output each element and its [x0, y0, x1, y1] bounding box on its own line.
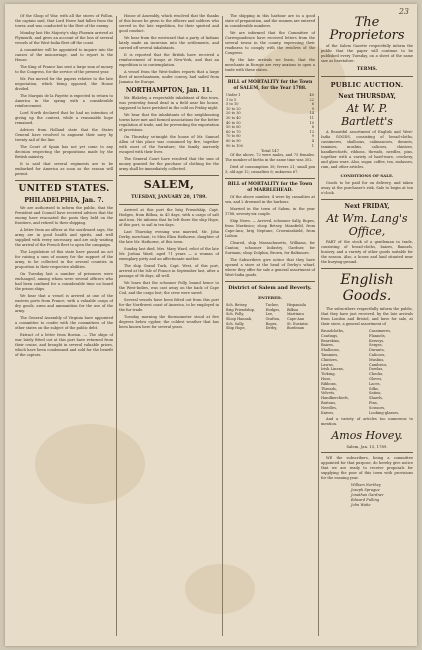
conditions-body: Goods to be paid for on delivery, and taken away at the purchaser's risk. Sale to begin at ten o'clock.: [321, 181, 413, 195]
goods-item: Threads,: [321, 386, 337, 391]
paragraph: Died of consumption 38; fevers 21; small pox 3; old age 12; casualties 6; unknown 67.: [225, 165, 315, 175]
section-heading-salem: SALEM,: [143, 178, 195, 191]
port-of-origin: Cape-Ann: [286, 316, 305, 321]
auction-2-body: PART of the stock of a gentleman in trade, consisting of broad-cloths, baizes, flannels, hosiery, and a variety of other goods suitable for the season. Also, a house and land situated near the burying-ground.: [321, 240, 413, 264]
vessel-name: Sch. Sally,: [226, 321, 245, 326]
goods-item: Lawns,: [321, 362, 334, 367]
port-of-origin: Bilboa: [286, 307, 299, 312]
death-count: 4: [311, 138, 314, 143]
paragraph: The shipping in this harbour are in a good state of preparation, and the seamen are entered in considerable numbers.: [225, 14, 315, 28]
mortality-heading-2: BILL of MORTALITY for the Town of MARBLEHEAD.: [227, 182, 313, 193]
goods-item: Irish Linens,: [321, 367, 344, 372]
master-name: Grafton,: [265, 316, 281, 321]
auction-heading: PUBLIC AUCTION.: [330, 81, 404, 89]
paragraph: Last Thursday evening was married, Mr. John Derby, merchant, to Miss Eliza Hathorne, daughter of the late Mr. Hathorne, of this town.: [119, 230, 219, 244]
paragraph: Arrived at this port the brig Friendship, Capt. Hodges, from Bilboa, in 45 days, with a cargo of salt and iron. He informs that he left there the ship Hope, of this port, to sail in ten days.: [119, 208, 219, 227]
goods-item: Looking-glasses,: [369, 410, 400, 415]
age-range: 20 to 30: [226, 111, 241, 116]
age-range: 30 to 40: [226, 115, 241, 120]
article-domestic-news: [15, 206, 113, 358]
death-count: 8: [311, 125, 314, 130]
death-count: 6: [311, 102, 314, 107]
vessel-name: Sch. Betsey,: [226, 303, 248, 308]
notice-body: of the Salem Gazette respectfully inform the public that the paper will continue to be published every Tuesday, on a sheet of the same size as heretofore.: [321, 44, 413, 63]
signers-list: [321, 483, 413, 508]
goods-item: Handkerchiefs,: [321, 396, 349, 401]
column-1: [15, 14, 113, 638]
vessel-name: Ship Hope,: [226, 326, 246, 331]
terms-heading: TERMS.: [356, 67, 378, 72]
goods-item: Broadcloths,: [321, 329, 345, 333]
goods-item: Velvets,: [321, 391, 336, 396]
paragraph: The General Assembly of Virginia have appointed a committee to confer with the committees of the other states on the subject of the public debt.: [15, 316, 113, 330]
auction-2-where: At Wm. Lang's Office,: [326, 212, 408, 238]
death-count: 22: [309, 97, 314, 102]
goods-outro: And a variety of articles too numerous to mention.: [321, 417, 413, 427]
age-range: 10 to 20: [226, 106, 241, 111]
paragraph: Advices from Holland state that the States General have resolved to augment their navy by twenty sail of the line.: [15, 128, 113, 142]
entered-table: [225, 303, 315, 331]
death-count: 40: [309, 93, 314, 97]
auction-when: Next THURSDAY,: [338, 93, 396, 100]
port-of-origin: Martinico: [286, 312, 305, 317]
entered-row: [225, 317, 315, 322]
death-count: 1: [311, 143, 314, 148]
goods-item: Tammies,: [321, 352, 339, 357]
signer-name: John Waite: [351, 503, 371, 508]
article-news: [119, 14, 219, 85]
english-goods-heading: English Goods.: [340, 272, 394, 304]
mortality-total-label: Total: [261, 148, 271, 154]
auction-2-when: Next FRIDAY,: [344, 203, 390, 210]
goods-item: Ribbons,: [321, 381, 337, 386]
paragraph: It is reported that the British have received a reinforcement of troops at New-York, and that an expedition is in contemplation.: [119, 53, 219, 67]
mortality-notes: [225, 153, 315, 175]
age-range: 60 to 70: [226, 129, 241, 134]
entered-row: [225, 326, 315, 331]
goods-item: Knives,: [321, 410, 335, 415]
goods-item: Muslins,: [369, 357, 385, 362]
death-count: 10: [309, 120, 314, 125]
article-foreign-news: [15, 14, 113, 177]
paragraph: By the late arrivals we learn, that the merchants in Europe are very anxious to open a trade with these states.: [225, 58, 315, 72]
notice-heading: The Proprietors: [329, 15, 405, 43]
column-4: [321, 14, 413, 638]
age-range: 90 to 100: [226, 143, 243, 148]
conditions-heading: CONDITIONS OF SALE.: [340, 173, 394, 178]
goods-item: Baizes,: [321, 343, 334, 348]
paragraph: Several vessels have been fitted out from this port for the Northwest coast of America, to be employed in the fur trade.: [119, 298, 219, 312]
master-name: Lee,: [265, 312, 274, 317]
goods-item: Cambrics,: [369, 362, 388, 367]
paragraph: We are informed that the Committee of Correspondence have received letters from the several towns in the county, expressing their readiness to comply with the resolves of the Congress.: [225, 31, 315, 55]
goods-item: Silks,: [369, 386, 379, 391]
goods-item: Cassimeres,: [369, 329, 392, 333]
article-ship-news: [225, 195, 315, 278]
article-news: [225, 14, 315, 73]
signer-name: Jonathan Gardner: [351, 493, 384, 498]
goods-item: Hose,: [321, 376, 332, 381]
paragraph: A vessel from the West-Indies reports that a large fleet of merchantmen, under convoy, had sailed from Jamaica for Europe.: [119, 70, 219, 84]
goods-item: Checks,: [369, 372, 384, 377]
port-of-origin: St. Eustatia: [286, 321, 308, 326]
entered-heading: ENTERED.: [258, 295, 282, 301]
death-count: 11: [309, 115, 314, 120]
goods-item: Pins,: [369, 400, 378, 405]
column-3: [225, 14, 315, 638]
mortality-table: [225, 93, 315, 148]
death-count: 14: [309, 111, 314, 116]
paragraph: A committee will be appointed to inquire into the causes of the miscarriage, and to report to the House.: [15, 48, 113, 62]
death-count: 9: [311, 134, 314, 139]
mortality-total: 147: [271, 148, 279, 154]
vessel-name: Sloop Hannah,: [226, 316, 253, 321]
mortality-heading: BILL of MORTALITY for the Town of SALEM, for the Year 1788.: [227, 80, 313, 91]
paragraph: We hear that a vessel is arrived at one of the eastern ports from France, with a valuable cargo of dry goods, arms and ammunition for the use of the army.: [15, 294, 113, 313]
paragraph: The Legislature of this state have passed an act for raising a sum of money for the support of the army, to be collected in the several counties in proportion to their respective abilities.: [15, 250, 113, 269]
paragraph: The King of France has sent a large sum of money to the Congress, for the service of the present year.: [15, 65, 113, 74]
paragraph: We hear that the inhabitants of the neighbouring towns have met and formed associations for the better regulation of trade, and for preventing the exportation of provisions.: [119, 113, 219, 132]
age-range: 70 to 80: [226, 134, 241, 139]
issue-date: TUESDAY, JANUARY 20, 1789.: [131, 195, 207, 200]
page-number: 23: [398, 7, 409, 16]
age-range: 40 to 50: [226, 120, 241, 125]
signer-name: William Northey: [351, 483, 381, 488]
auction-body: A Beautiful assortment of English and West-India GOODS, consisting of broad-cloths, cassimeres, shalloons, calimancoes, durants, tammies, muslins, calicoes, chintzes, handkerchiefs, ribbons, threads, needles, pins, together with a variety of hard-ware, crockery, and glass ware. Also, sugar, coffee, tea, molasses, rum, and other articles.: [321, 130, 413, 169]
age-range: 5 to 10: [226, 102, 239, 107]
paragraph: The Court of Spain has not yet come to any decision respecting the propositions made by the British ministry.: [15, 145, 113, 159]
district-heading: District of Salem and Beverly.: [228, 285, 312, 292]
paragraph: Mr. Fox moved for the papers relative to the late negociation, which being opposed, the House divided.: [15, 77, 113, 91]
auction-where: At W. P. Bartlett's: [341, 102, 393, 128]
paragraph: The Marquis de la Fayette is expected to return to America in the spring with a considerable reinforcement.: [15, 94, 113, 108]
paragraph: Married in the town of Salem, in the year 1788, seventy-six couple.: [225, 207, 315, 217]
column-rule: [116, 16, 117, 636]
paragraph: Of the Sloop of War, with all the stores of Pollux, the captain said, that Lord Howe had fallen from the tower, and was conducted to the fleet of the enemy.: [15, 14, 113, 28]
paragraph: The General Court have resolved that the sum of money granted for the purchase of clothing for the army shall be immediately collected.: [119, 157, 219, 171]
paragraph: The ship Grand Turk, Capt. West, of this port, arrived at the Isle of France in September last, after a passage of 96 days, all well.: [119, 264, 219, 278]
paragraph: Mr. Blakeley, a respectable inhabitant of this town, was yesterday found dead in a field near his house, supposed to have perished in the cold on Friday night.: [119, 96, 219, 110]
goods-item: Coatings,: [321, 333, 339, 338]
paragraph: On Tuesday last a number of prisoners were exchanged, among whom were several officers who had been confined for a considerable time on board the prison ships.: [15, 272, 113, 291]
goods-item: Calicoes,: [369, 352, 386, 357]
paragraph: Extract of a letter from Boston. — The ships of war lately fitted out at this port have returned from their cruize, and brought in several valuable prizes, which have been condemned and sold for the benefit of the captors.: [15, 333, 113, 357]
goods-item: Chintzes,: [321, 357, 338, 362]
signer-name: Joseph Sprague: [351, 488, 380, 493]
paragraph: Ship News. — Arrived, schooner Sally, Ropes, from Martinico; sloop Betsey, Mansfield, from Cape-Ann; brig Neptune, Crowninshield, from Lisbon.: [225, 219, 315, 239]
port-of-origin: Hispaniola: [286, 303, 306, 308]
paragraph: We learn that the schooner Polly, bound hence to the West-Indies, was cast away on the back of Cape Cod, and the cargo lost; the crew were saved.: [119, 281, 219, 295]
signer-name: Edward Pulling: [351, 498, 380, 503]
column-2: [119, 14, 219, 638]
column-rule: [222, 16, 223, 636]
master-name: Derby,: [265, 326, 278, 331]
paragraph: Sunday last died, Mrs. Mary Ward, relict of the late Mr. Joshua Ward, aged 71 years — a woman of exemplary piety and an affectionate mother.: [119, 247, 219, 261]
age-range: 50 to 60: [226, 125, 241, 130]
paragraph: Of the above, 72 were males, and 75 females. The number of births in the same time was 302.: [225, 153, 315, 163]
goods-item: Serges,: [369, 343, 383, 348]
article-salem-news: [119, 208, 219, 330]
goods-item: Gloves,: [369, 376, 383, 381]
death-count: 9: [311, 106, 314, 111]
dateline: PHILADELPHIA, Jan. 7.: [24, 197, 104, 204]
goods-item: Needles,: [321, 405, 337, 410]
seller-date: Salem, Jan. 15, 1789.: [346, 444, 388, 450]
paragraph: A letter from an officer at the southward says, the army are in good health and spirits, and well supplied with every necessary, and are only waiting the arrival of the French fleet to open the campaign.: [15, 228, 113, 247]
paragraph: Of the above number, 4 were by casualties at sea, and 2 drowned in the harbour.: [225, 195, 315, 205]
paragraph: We are authorised to inform the public, that the President and Council have received advices that the enemy have evacuated the posts they held on the frontiers, and retired to their shipping.: [15, 206, 113, 225]
committee-notice: WE the subscribers, being a committee appointed for that purpose, do hereby give notice that we are ready to receive proposals for supplying the poor of this town with provisions for the ensuing year.: [321, 456, 413, 481]
goods-item: Buttons,: [321, 400, 337, 405]
goods-item: Shalloons,: [321, 348, 340, 353]
paragraph: Monday last His Majesty's ship Phoenix arrived at Plymouth, and gives an account of the loss of several vessels of the West-India fleet off the coast.: [15, 31, 113, 45]
goods-item: Kerseys,: [369, 338, 385, 343]
vessel-name: Brig Friendship,: [226, 307, 256, 312]
goods-item: Durants,: [369, 348, 385, 353]
master-name: Ropes,: [265, 321, 278, 326]
paragraph: We hear from the westward that a party of Indians lately made an incursion into the settlements, and carried off several inhabitants.: [119, 36, 219, 50]
port-of-origin: Bordeaux: [286, 326, 304, 331]
death-count: 13: [309, 129, 314, 134]
vessel-name: Sch. Polly,: [226, 312, 245, 317]
goods-item: Flannels,: [369, 333, 386, 338]
master-name: Tucker,: [265, 303, 279, 308]
dateline: NORTHAMPTON, Jan. 11.: [125, 87, 213, 94]
paragraph: The Subscribers give notice that they have opened a store at the head of Derby's wharf, where they offer for sale a general assortment of West-India goods.: [225, 258, 315, 278]
goods-item: Laces,: [369, 381, 381, 386]
master-name: Hodges,: [265, 307, 281, 312]
goods-item: Scissors,: [369, 405, 386, 410]
age-range: Under 1: [226, 93, 241, 97]
goods-item: Dowlas,: [369, 367, 384, 372]
goods-list: [321, 329, 413, 415]
column-rule: [318, 16, 319, 636]
goods-item: Shawls,: [369, 396, 384, 401]
paragraph: On Thursday se'nnight the house of Mr. Samuel Allen of this place was consumed by fire, together with most of the furniture; the family narrowly escaped with their lives.: [119, 135, 219, 154]
article-northampton: [119, 96, 219, 172]
section-heading: UNITED STATES.: [18, 184, 110, 194]
goods-item: Bearskins,: [321, 338, 341, 343]
age-range: 80 to 90: [226, 138, 241, 143]
paragraph: House of Assembly, which resolved that the thanks of this house be given to the officers and soldiers who served in the late expedition, for their spirited and good conduct.: [119, 14, 219, 33]
age-range: 1 to 5: [226, 97, 237, 102]
goods-item: Satins,: [369, 391, 382, 396]
newspaper-page: [5, 4, 417, 646]
paragraph: It is said that several regiments are to be embarked for America as soon as the season will permit.: [15, 162, 113, 176]
goods-item: Ticking,: [321, 372, 336, 377]
goods-intro: The subscribers respectfully inform the public, that they have just received, by the late arrivals from London and Bristol, and have for sale, at their store, a general assortment of: [321, 307, 413, 326]
paragraph: Tuesday morning the thermometer stood at five degrees below cypher, the coldest weather that has been known here for several years.: [119, 315, 219, 329]
seller-name: Amos Hovey.: [331, 429, 403, 443]
paragraph: Cleared, ship Massachusetts, Williams, for Canton; schooner Industry, Gardner, for Surinam; sloop Dolphin, Brown, for Baltimore.: [225, 241, 315, 256]
paragraph: Lord North declared that he had no intention of giving up the contest, while a reasonable hope remained.: [15, 111, 113, 125]
